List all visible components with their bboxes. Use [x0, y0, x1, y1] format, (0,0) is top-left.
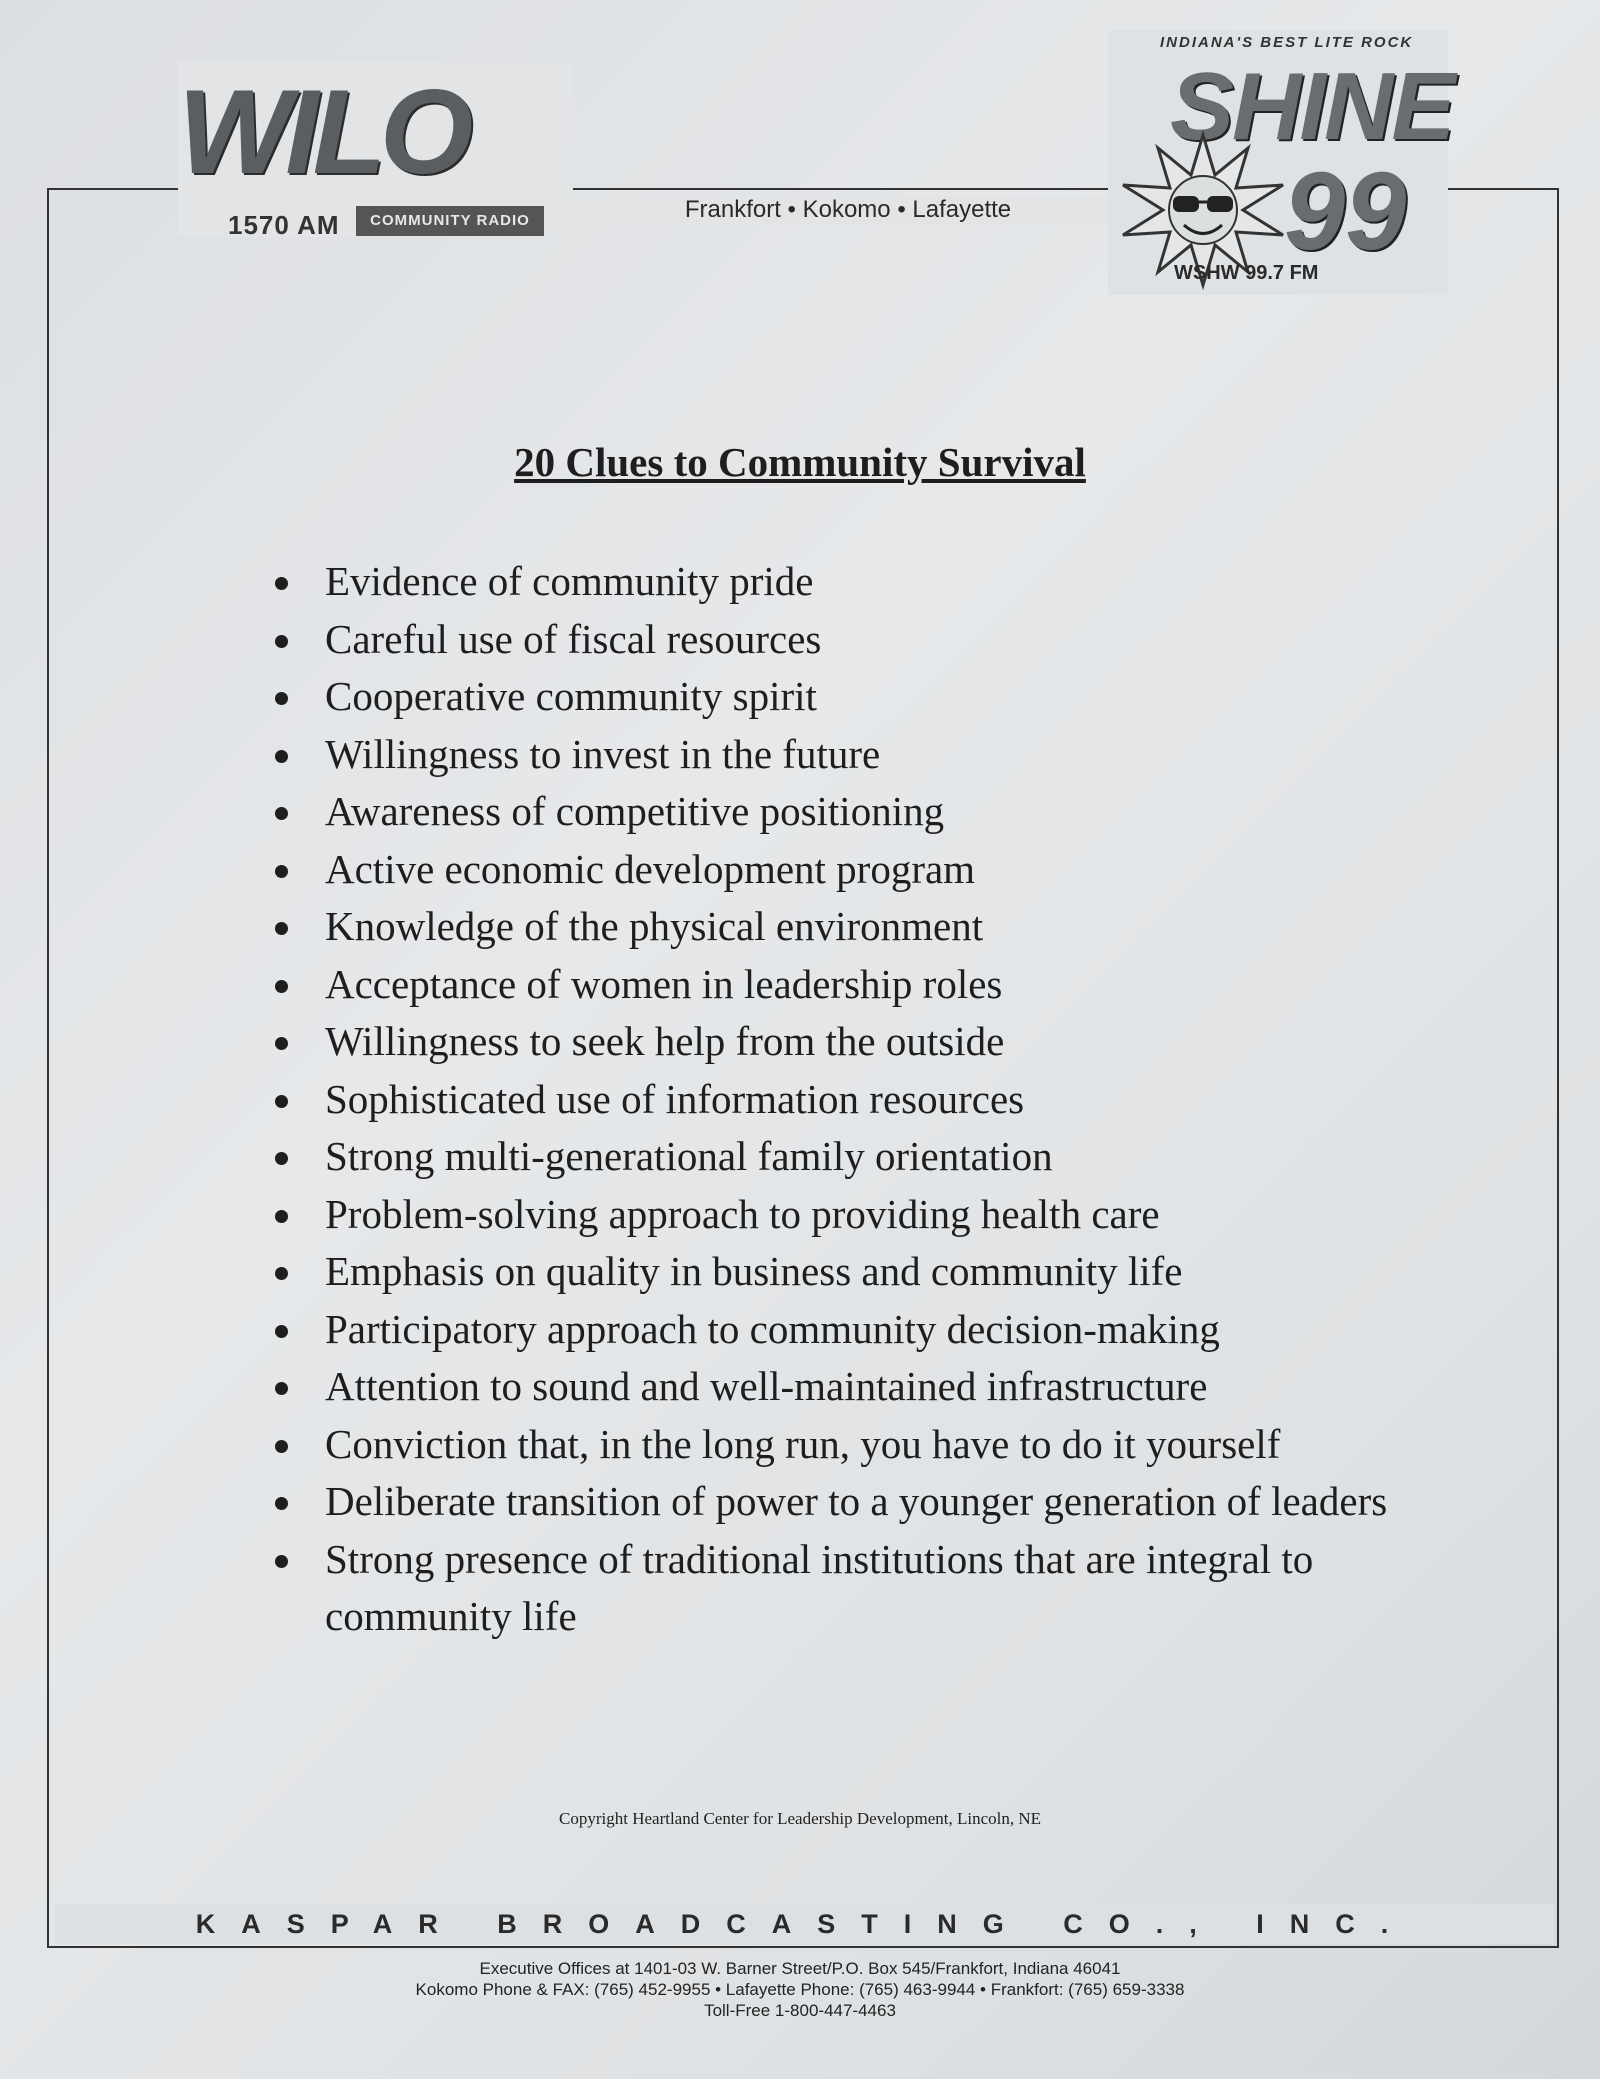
clue-item [268, 841, 1388, 899]
footer-line: Kokomo Phone & FAX: (765) 452-9955 • Lafayette Phone: (765) 463-9944 • Frankfort: (765) 659-3338 [415, 1980, 1185, 1999]
bullet-icon [275, 1267, 288, 1280]
shine-frequency: WSHW 99.7 FM [1174, 262, 1319, 284]
wilo-frequency: 1570 AM [228, 210, 340, 240]
clue-text: Deliberate transition of power to a younger generation of leaders [325, 1478, 1388, 1524]
bullet-icon [275, 807, 288, 820]
bullet-icon [275, 1037, 288, 1050]
clue-item [268, 1473, 1388, 1531]
clue-text: Evidence of community pride [325, 558, 814, 604]
clue-list [268, 553, 1388, 1646]
bullet-icon [275, 1210, 288, 1223]
bullet-icon [275, 1095, 288, 1108]
bullet-icon [275, 1497, 288, 1510]
bullet-icon [275, 1382, 288, 1395]
clue-item [268, 1301, 1388, 1359]
copyright-notice: Copyright Heartland Center for Leadership Development, Lincoln, NE [559, 1809, 1041, 1828]
clue-item [268, 1186, 1388, 1244]
shine-logo [1108, 30, 1454, 295]
document-title: 20 Clues to Community Survival [514, 439, 1086, 485]
bullet-icon [275, 750, 288, 763]
clue-item [268, 553, 1388, 611]
clue-text: Problem-solving approach to providing health care [325, 1190, 1160, 1237]
clue-text: Strong presence of traditional institutions that are integral to community life [325, 1535, 1314, 1639]
shine-number: 99 [1284, 150, 1407, 273]
clue-text: Knowledge of the physical environment [325, 903, 984, 949]
bullet-icon [275, 577, 288, 590]
clue-text: Willingness to seek help from the outside [325, 1018, 1005, 1064]
bullet-icon [275, 635, 288, 648]
bullet-icon [275, 922, 288, 935]
bullet-icon [275, 692, 288, 705]
footer-address [0, 1958, 1600, 2021]
clue-item [268, 1416, 1388, 1474]
clue-text: Sophisticated use of information resources [325, 1075, 1025, 1122]
footer-line: Executive Offices at 1401-03 W. Barner Street/P.O. Box 545/Frankfort, Indiana 46041 [479, 1959, 1121, 1978]
clue-item [268, 1013, 1388, 1071]
company-name: KASPAR BROADCASTING CO., INC. [55, 1904, 1555, 1944]
bullet-icon [275, 1152, 288, 1165]
wilo-badge: COMMUNITY RADIO [356, 206, 544, 236]
clue-text: Strong multi-generational family orientation [325, 1133, 1053, 1179]
clue-item [268, 783, 1388, 841]
clue-item [268, 1071, 1388, 1129]
wilo-logo [178, 62, 573, 240]
shine-wordmark: SHINE [1170, 53, 1454, 160]
clue-text: Attention to sound and well-maintained infrastructure [325, 1363, 1208, 1409]
clue-item [268, 668, 1388, 726]
clue-item [268, 1531, 1388, 1646]
clue-text: Awareness of competitive positioning [325, 788, 945, 834]
shine-tagline: INDIANA'S BEST LITE ROCK [1160, 34, 1414, 51]
bullet-icon [275, 1440, 288, 1453]
clue-text: Emphasis on quality in business and community life [325, 1248, 1183, 1294]
clue-text: Active economic development program [325, 845, 976, 892]
bullet-icon [275, 865, 288, 878]
clue-item [268, 611, 1388, 669]
clue-item [268, 1128, 1388, 1186]
clue-item [268, 1358, 1388, 1416]
bullet-icon [275, 1555, 288, 1568]
cities-line: Frankfort • Kokomo • Lafayette [560, 196, 1136, 224]
clue-text: Participatory approach to community decision-making [325, 1305, 1220, 1352]
wilo-logo-text: WILO [178, 65, 468, 199]
clue-text: Willingness to invest in the future [325, 730, 881, 777]
clue-text: Cooperative community spirit [325, 673, 817, 719]
clue-item [268, 1243, 1388, 1301]
clue-item [268, 726, 1388, 784]
clue-text: Acceptance of women in leadership roles [325, 960, 1003, 1007]
bullet-icon [275, 1325, 288, 1338]
footer-line: Toll-Free 1-800-447-4463 [704, 2001, 896, 2020]
clue-item [268, 956, 1388, 1014]
bullet-icon [275, 980, 288, 993]
clue-text: Conviction that, in the long run, you have to do it yourself [325, 1420, 1281, 1467]
clue-item [268, 898, 1388, 956]
clue-text: Careful use of fiscal resources [325, 615, 822, 662]
